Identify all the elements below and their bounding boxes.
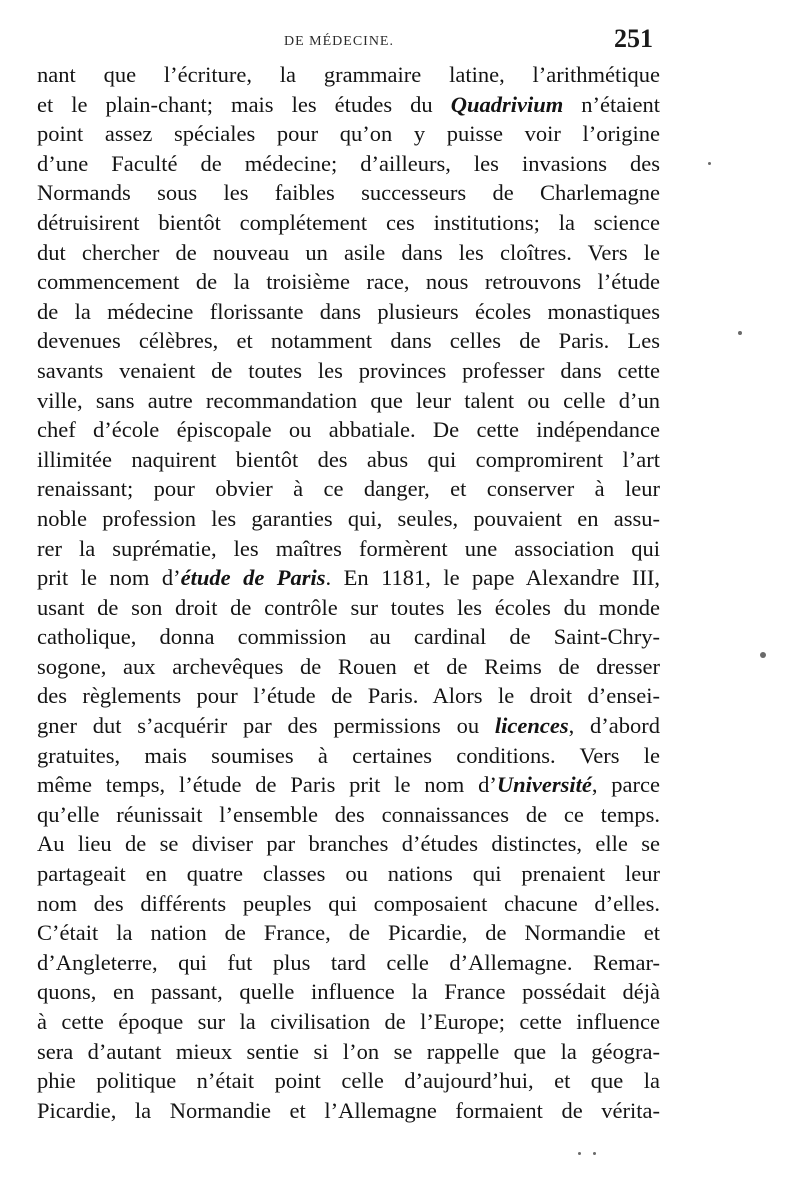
- text-segment: prit le nom d’: [37, 565, 181, 591]
- text-line: [37, 356, 660, 386]
- text-segment: nom des différents peuples qui composaient chacune d’elles.: [37, 890, 660, 916]
- text-line: [37, 474, 660, 504]
- text-segment: savants venaient de toutes les provinces professer dans cette: [37, 357, 660, 383]
- text-segment: chef d’école épiscopale ou abbatiale. De cette indépendance: [37, 417, 660, 443]
- scan-speck: [738, 331, 742, 335]
- text-line: [37, 652, 660, 682]
- text-segment: . En 1181, le pape Alexandre III,: [325, 565, 661, 591]
- text-segment: de la médecine florissante dans plusieurs écoles monastiques: [37, 298, 660, 324]
- text-segment: dut chercher de nouveau un asile dans les cloîtres. Vers le: [37, 239, 660, 265]
- text-line: [37, 534, 660, 564]
- text-segment: illimitée naquirent bientôt des abus qui compromirent l’art: [37, 446, 660, 472]
- text-segment: à cette époque sur la civilisation de l’Europe; cette influence: [37, 1009, 660, 1034]
- text-segment: renaissant; pour obvier à ce danger, et conserver à leur: [37, 476, 660, 502]
- text-line: [37, 60, 660, 90]
- text-segment: catholique, donna commission au cardinal de Saint-Chry-: [37, 624, 660, 650]
- text-segment: point assez spéciales pour qu’on y puisse voir l’origine: [37, 121, 660, 147]
- text-segment: quons, en passant, quelle influence la France possédait déjà: [37, 979, 660, 1005]
- text-segment: partageait en quatre classes ou nations qui prenaient leur: [37, 861, 660, 887]
- text-segment: Normands sous les faibles successeurs de Charlemagne: [37, 180, 660, 206]
- text-segment: rer la suprématie, les maîtres formèrent une association qui: [37, 535, 660, 561]
- running-title: DE MÉDECINE.: [284, 34, 394, 49]
- text-line: [37, 859, 660, 889]
- text-line: [37, 445, 660, 475]
- text-segment: et le plain-chant; mais les études du: [37, 91, 451, 117]
- text-line: [37, 386, 660, 416]
- italic-phrase: licences: [494, 713, 569, 739]
- text-line: [37, 681, 660, 711]
- text-segment: d’Angleterre, qui fut plus tard celle d’Allemagne. Remar-: [37, 949, 660, 975]
- text-segment: nant que l’écriture, la grammaire latine, l’arithmétique: [37, 62, 660, 87]
- text-line: [37, 563, 660, 593]
- text-line: [37, 889, 660, 919]
- text-segment: phie politique n’était point celle d’aujourd’hui, et que la: [37, 1068, 660, 1094]
- page-number: 251: [614, 24, 653, 53]
- text-segment: , parce: [591, 772, 661, 798]
- text-segment: Picardie, la Normandie et l’Allemagne formaient de vérita-: [37, 1097, 660, 1123]
- text-segment: d’une Faculté de médecine; d’ailleurs, les invasions des: [37, 150, 660, 176]
- text-line: [37, 829, 660, 859]
- scan-speck: [708, 162, 711, 165]
- text-segment: sogone, aux archevêques de Rouen et de Reims de dresser: [37, 653, 660, 679]
- text-line: [37, 593, 660, 623]
- text-segment: C’était la nation de France, de Picardie, de Normandie et: [37, 920, 660, 946]
- text-line: [37, 711, 660, 741]
- text-line: [37, 918, 660, 948]
- italic-phrase: Université: [496, 772, 592, 798]
- text-line: [37, 1066, 660, 1096]
- text-line: [37, 208, 660, 238]
- text-segment: , d’abord: [568, 713, 660, 739]
- text-segment: commencement de la troisième race, nous retrouvons l’étude: [37, 269, 660, 295]
- text-line: [37, 178, 660, 208]
- text-line: [37, 622, 660, 652]
- text-segment: usant de son droit de contrôle sur toutes les écoles du monde: [37, 594, 660, 620]
- text-line: [37, 741, 660, 771]
- text-segment: même temps, l’étude de Paris prit le nom d’: [37, 772, 497, 798]
- text-line: [37, 267, 660, 297]
- text-segment: détruisirent bientôt complétement ces institutions; la science: [37, 209, 660, 235]
- body-paragraph: [37, 60, 660, 1125]
- text-segment: Au lieu de se diviser par branches d’études distinctes, elle se: [37, 831, 660, 857]
- text-segment: noble profession les garanties qui, seules, pouvaient en assu-: [37, 505, 660, 531]
- text-segment: gratuites, mais soumises à certaines conditions. Vers le: [37, 742, 660, 768]
- text-line: [37, 977, 660, 1007]
- italic-phrase: étude de Paris: [180, 565, 326, 591]
- italic-phrase: Quadrivium: [450, 91, 564, 117]
- text-segment: gner dut s’acquérir par des permissions ou: [37, 713, 495, 739]
- text-line: [37, 90, 660, 120]
- text-line: [37, 149, 660, 179]
- text-line: [37, 948, 660, 978]
- text-segment: ville, sans autre recommandation que leur talent ou celle d’un: [37, 387, 660, 413]
- text-line: [37, 238, 660, 268]
- scan-speck: [760, 652, 766, 658]
- scan-speck: [578, 1152, 581, 1155]
- text-line: [37, 1096, 660, 1126]
- text-segment: qu’elle réunissait l’ensemble des connaissances de ce temps.: [37, 801, 660, 827]
- text-line: [37, 119, 660, 149]
- scan-speck: [593, 1152, 596, 1155]
- text-line: [37, 1007, 660, 1037]
- text-line: [37, 326, 660, 356]
- text-line: [37, 504, 660, 534]
- text-segment: des règlements pour l’étude de Paris. Alors le droit d’ensei-: [37, 683, 660, 709]
- text-line: [37, 1037, 660, 1067]
- text-line: [37, 297, 660, 327]
- text-line: [37, 800, 660, 830]
- text-line: [37, 770, 660, 800]
- text-segment: sera d’autant mieux sentie si l’on se rappelle que la géogra-: [37, 1038, 660, 1064]
- text-line: [37, 415, 660, 445]
- text-segment: n’étaient: [563, 91, 660, 117]
- text-segment: devenues célèbres, et notamment dans celles de Paris. Les: [37, 328, 660, 354]
